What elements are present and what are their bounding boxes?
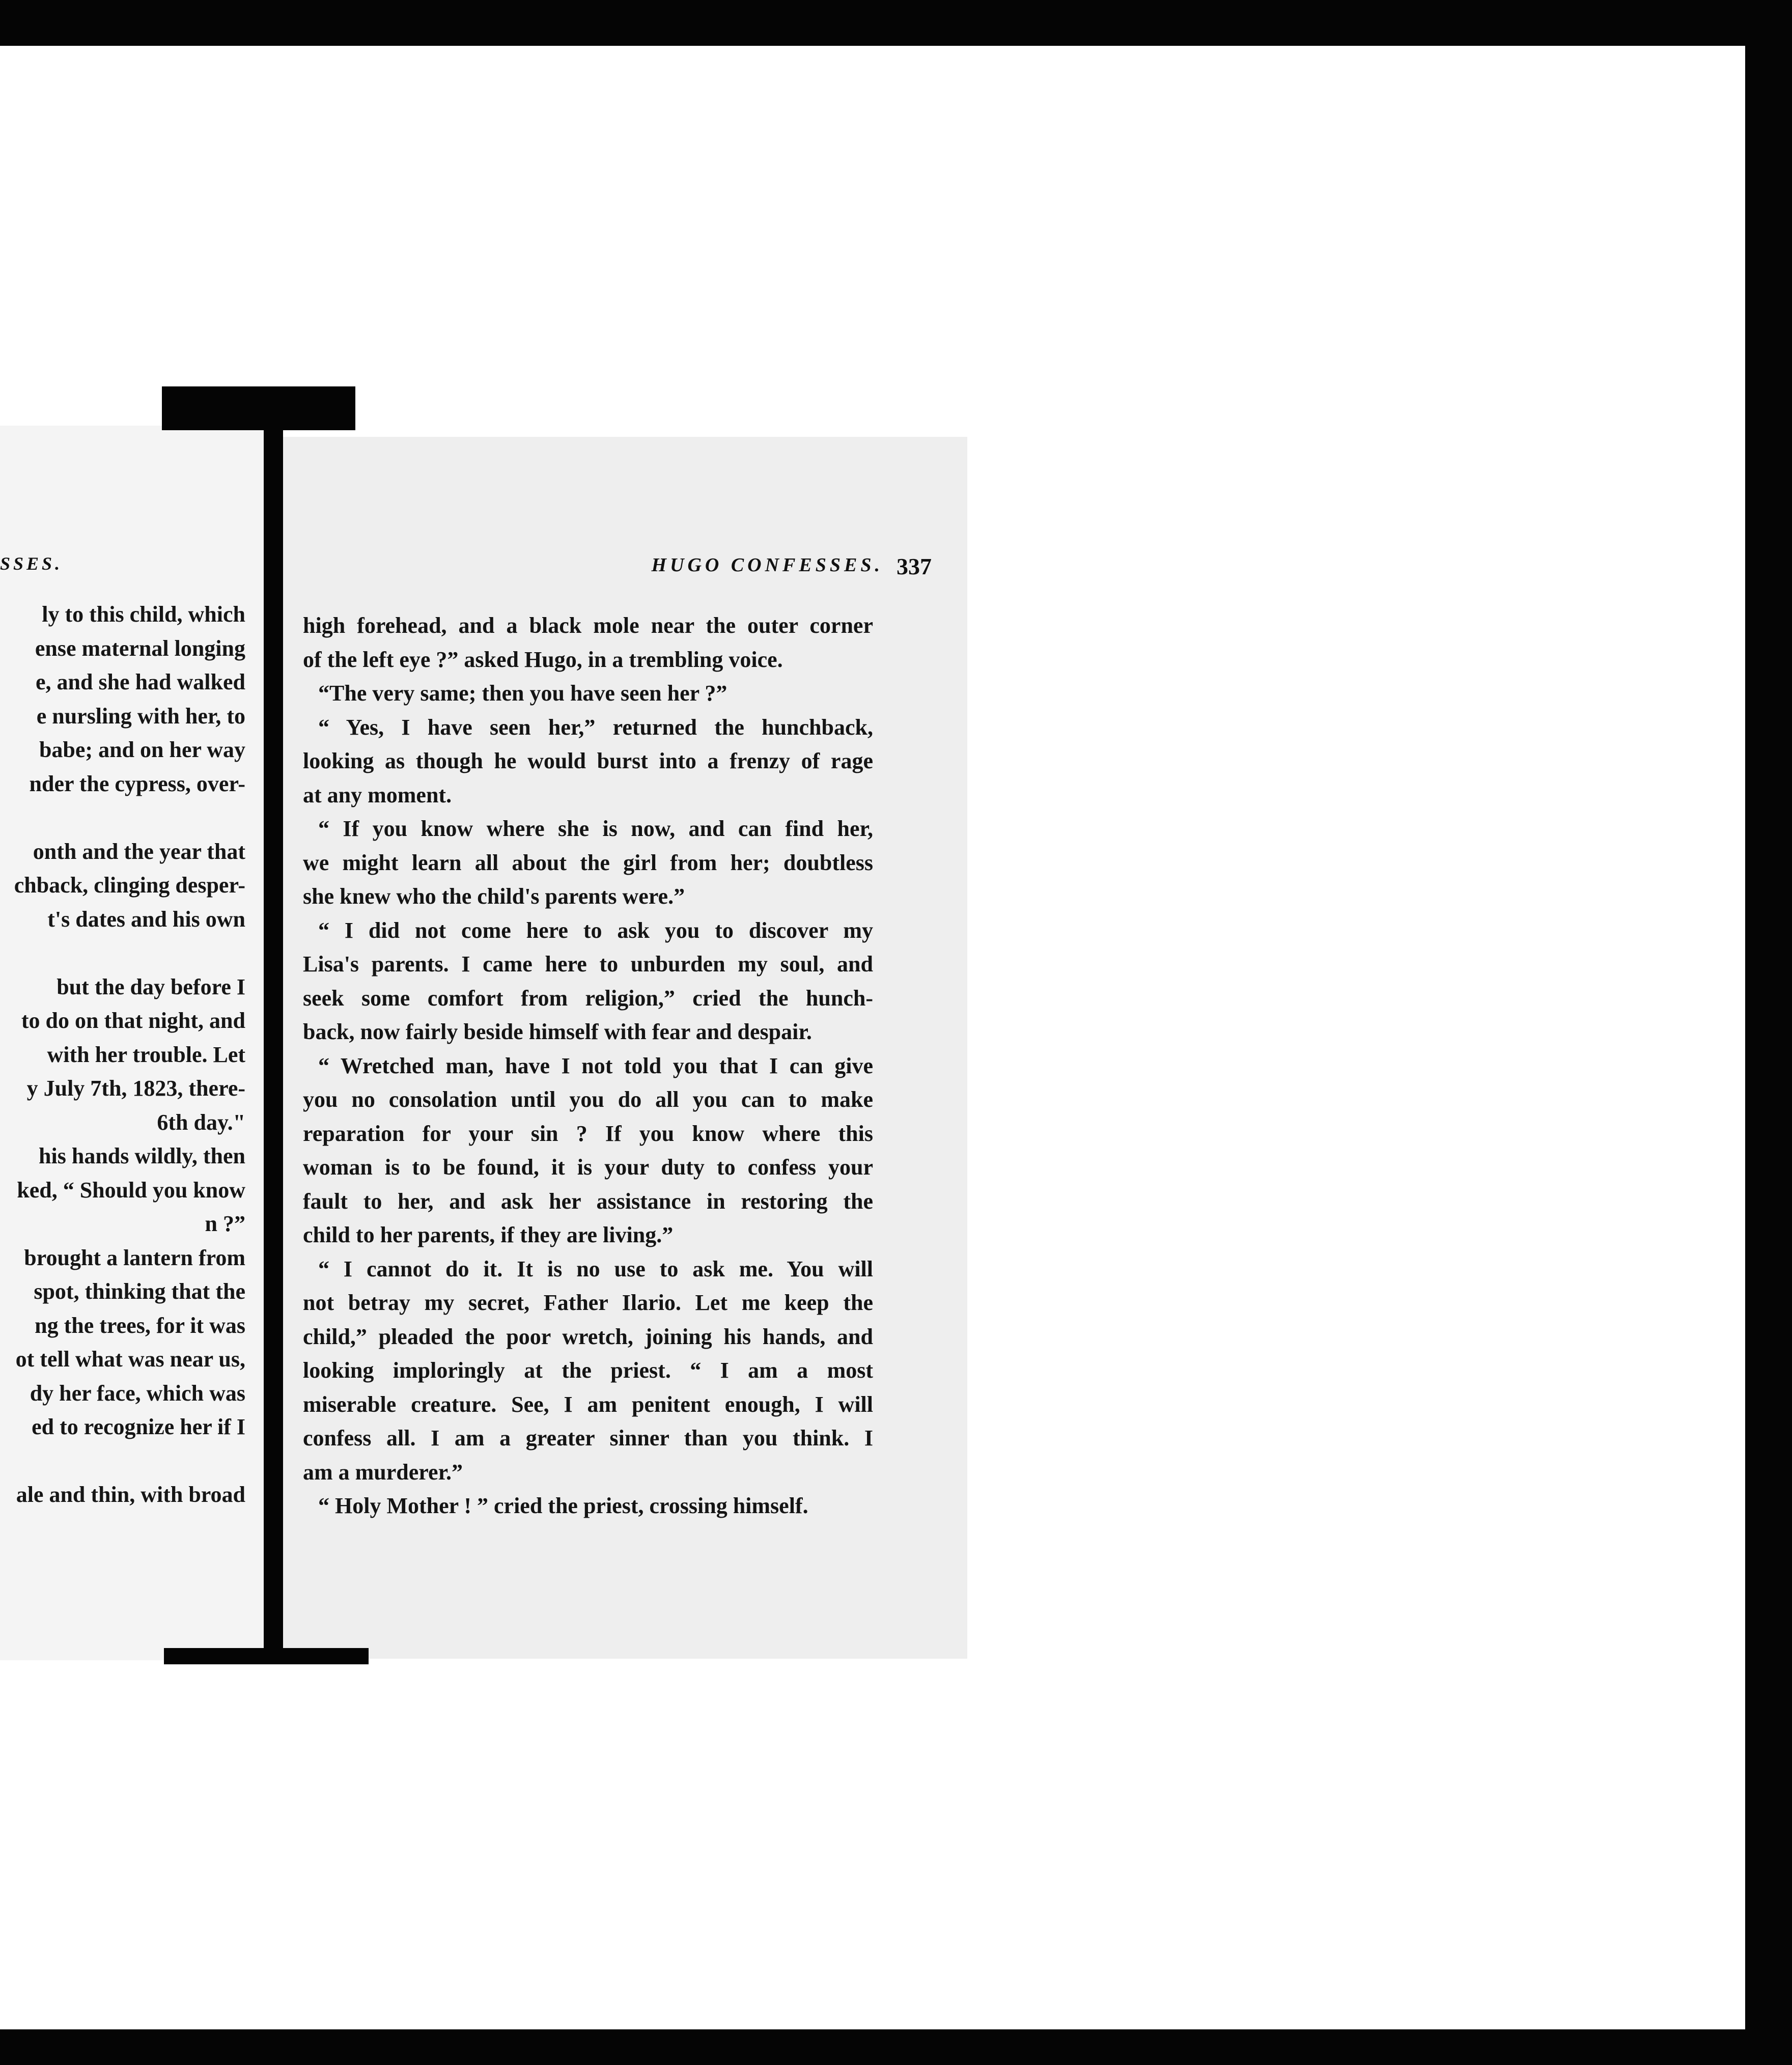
- left-page-line: brought a lantern from: [24, 1245, 245, 1270]
- left-page-line: ense maternal longing: [35, 635, 245, 661]
- text-line: “ Holy Mother ! ” cried the priest, crossing himself.: [318, 1493, 808, 1518]
- text-line: high forehead, and a black mole near the outer corner: [303, 613, 873, 638]
- right-page: [283, 437, 967, 1659]
- left-page-line: spot, thinking that the: [34, 1279, 245, 1304]
- text-line: fault to her, and ask her assistance in restoring the: [303, 1188, 873, 1214]
- text-line: am a murderer.”: [303, 1459, 463, 1485]
- page-body-text: [303, 609, 873, 1523]
- left-page-line: with her trouble. Let: [47, 1042, 245, 1067]
- left-page-line: n ?”: [205, 1211, 245, 1236]
- scan-border-top: [0, 0, 1792, 46]
- left-page-line: ed to recognize her if I: [32, 1414, 245, 1439]
- text-line: of the left eye ?” asked Hugo, in a trembling voice.: [303, 647, 783, 672]
- binding-clip-top: [162, 386, 355, 430]
- scan-border-right: [1745, 41, 1792, 2065]
- scan-border-bottom: [0, 2029, 1792, 2065]
- text-line: looking imploringly at the priest. “ I am a most: [303, 1358, 873, 1383]
- left-page-line: ot tell what was near us,: [15, 1347, 245, 1372]
- left-page-line: dy her face, which was: [30, 1380, 245, 1406]
- text-line: miserable creature. See, I am penitent enough, I will: [303, 1391, 873, 1417]
- text-line: “ I cannot do it. It is no use to ask me. You will: [318, 1256, 873, 1281]
- left-page-line: but the day before I: [57, 974, 245, 999]
- left-page-line: ly to this child, which: [42, 602, 245, 627]
- text-line: child,” pleaded the poor wretch, joining his hands, and: [303, 1324, 873, 1349]
- text-line: back, now fairly beside himself with fear and despair.: [303, 1019, 812, 1044]
- text-line: Lisa's parents. I came here to unburden my soul, and: [303, 952, 873, 976]
- binding-clip-bar: [264, 430, 283, 1650]
- left-page-line: e, and she had walked: [35, 669, 245, 694]
- left-running-head: SSES.: [0, 553, 63, 574]
- left-page-line: y July 7th, 1823, there-: [26, 1076, 245, 1101]
- text-line: “ If you know where she is now, and can find her,: [318, 816, 873, 841]
- binding-clip-bottom: [164, 1648, 369, 1664]
- left-page-line: ale and thin, with broad: [16, 1482, 245, 1507]
- text-line: you no consolation until you do all you can to make: [303, 1087, 873, 1112]
- scanned-sheet: [0, 49, 1746, 2029]
- left-page-line: onth and the year that: [33, 839, 245, 864]
- left-page-line: ked, “ Should you know: [17, 1177, 245, 1203]
- left-page-line: to do on that night, and: [21, 1008, 245, 1033]
- left-page-line: ng the trees, for it was: [35, 1313, 245, 1338]
- text-line: “ I did not come here to ask you to discover my: [318, 917, 873, 943]
- running-head: HUGO CONFESSES.: [651, 554, 883, 576]
- left-page: [0, 426, 280, 1660]
- left-page-line: babe; and on her way: [39, 737, 245, 762]
- text-line: “The very same; then you have seen her ?”: [318, 681, 727, 706]
- left-page-line: t's dates and his own: [47, 906, 245, 932]
- text-line: we might learn all about the girl from her; doubtless: [303, 850, 873, 875]
- text-line: seek some comfort from religion,” cried the hunch-: [303, 985, 873, 1011]
- text-line: “ Wretched man, have I not told you that I can give: [318, 1053, 873, 1078]
- text-line: she knew who the child's parents were.”: [303, 884, 685, 909]
- text-line: reparation for your sin ? If you know where this: [303, 1121, 873, 1146]
- text-line: looking as though he would burst into a frenzy of rage: [303, 748, 873, 773]
- left-page-line: 6th day.": [157, 1109, 245, 1135]
- text-line: child to her parents, if they are living.”: [303, 1222, 674, 1247]
- left-page-line: his hands wildly, then: [39, 1143, 245, 1168]
- text-line: confess all. I am a greater sinner than you think. I: [303, 1426, 873, 1450]
- text-line: woman is to be found, it is your duty to confess your: [303, 1155, 873, 1180]
- page-number: 337: [897, 553, 932, 579]
- text-line: “ Yes, I have seen her,” returned the hunchback,: [318, 714, 873, 740]
- left-page-line: nder the cypress, over-: [29, 771, 245, 796]
- text-line: not betray my secret, Father Ilario. Let me keep the: [303, 1290, 873, 1315]
- left-page-line: e nursling with her, to: [36, 703, 245, 729]
- left-page-line: chback, clinging desper-: [14, 873, 245, 898]
- text-line: at any moment.: [303, 782, 452, 807]
